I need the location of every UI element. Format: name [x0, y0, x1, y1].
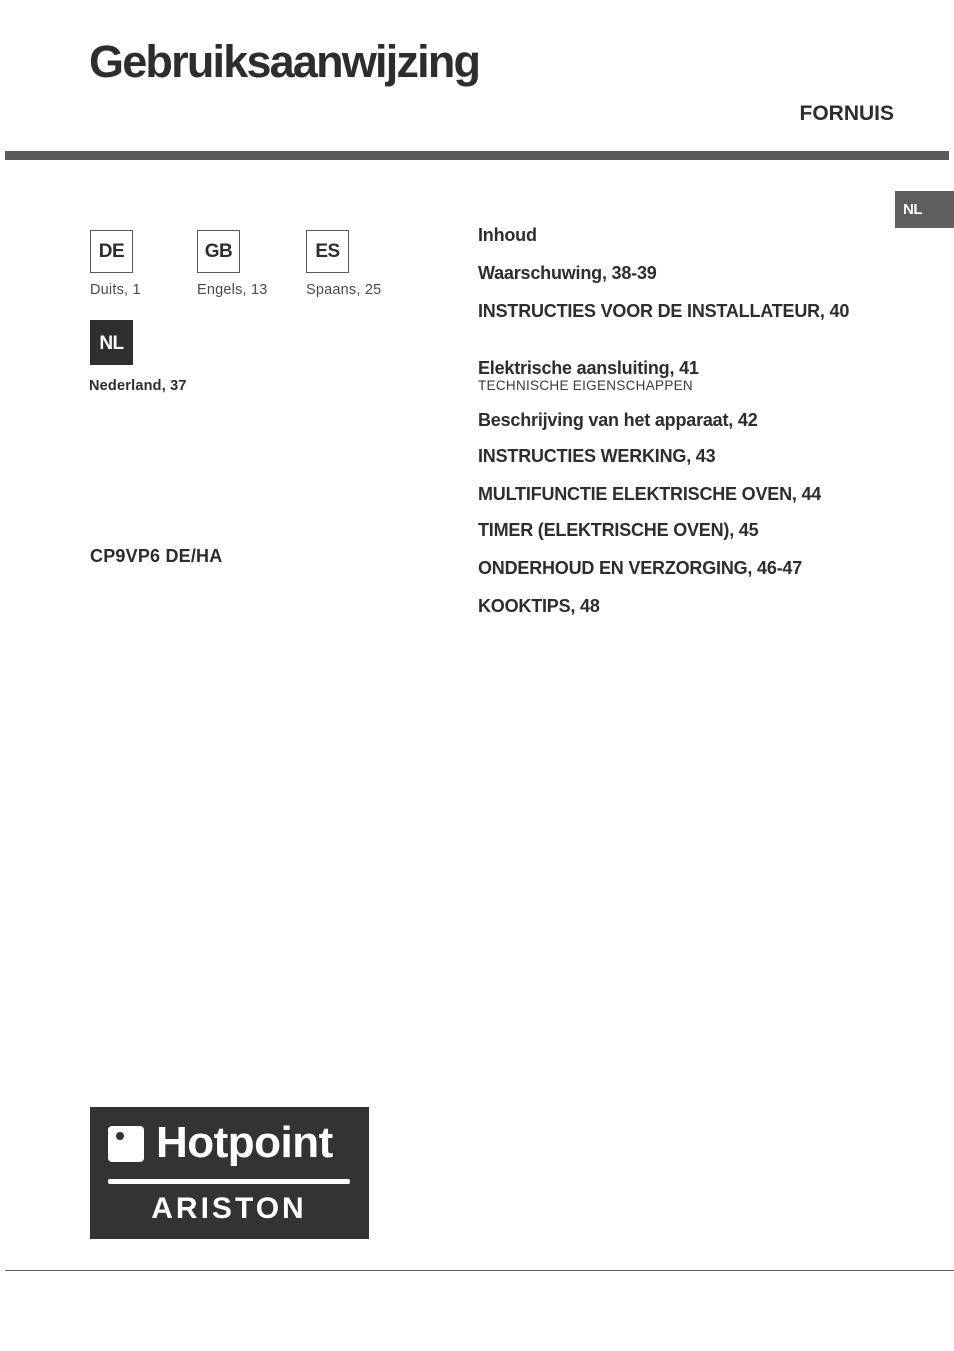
language-label-active: Nederland, 37 — [89, 378, 187, 394]
bottom-divider — [5, 1270, 954, 1271]
toc-item: INSTRUCTIES WERKING, 43 — [478, 446, 716, 466]
language-code-box: GB — [197, 230, 240, 273]
logo-dot-icon — [116, 1132, 124, 1140]
hotpoint-ariston-logo — [90, 1107, 369, 1239]
toc-item: KOOKTIPS, 48 — [478, 596, 600, 616]
toc-item: MULTIFUNCTIE ELEKTRISCHE OVEN, 44 — [478, 484, 822, 504]
logo-divider-bar — [108, 1179, 350, 1184]
toc-item: Waarschuwing, 38-39 — [478, 263, 657, 283]
language-item-gb — [197, 230, 268, 298]
toc-item-text: Elektrische aansluiting, 41 — [478, 358, 699, 378]
toc-item: INSTRUCTIES VOOR DE INSTALLATEUR, 40 — [478, 301, 850, 321]
language-label: Duits, 1 — [90, 282, 141, 298]
toc-item: Beschrijving van het apparaat, 42 — [478, 410, 758, 430]
language-item-de — [90, 230, 141, 298]
language-code-box-active: NL — [90, 320, 133, 365]
language-code-box: DE — [90, 230, 133, 273]
document-subtitle: FORNUIS — [799, 102, 894, 125]
logo-brand-hotpoint: Hotpoint — [156, 1118, 333, 1167]
language-item-es — [306, 230, 381, 298]
language-side-tab: NL — [895, 191, 954, 228]
toc-heading: Inhoud — [478, 225, 537, 245]
logo-brand-ariston: ARISTON — [151, 1192, 307, 1225]
logo-square-icon — [108, 1126, 144, 1162]
toc-item-with-sub — [478, 359, 878, 394]
top-divider — [5, 151, 949, 160]
language-code-box: ES — [306, 230, 349, 273]
language-label: Engels, 13 — [197, 282, 268, 298]
toc-subitem: TECHNISCHE EIGENSCHAPPEN — [478, 378, 693, 393]
toc-item: TIMER (ELEKTRISCHE OVEN), 45 — [478, 520, 759, 540]
model-number: CP9VP6 DE/HA — [90, 546, 223, 566]
language-item-nl — [90, 320, 187, 394]
page-title: Gebruiksaanwijzing — [89, 36, 480, 87]
toc-item: ONDERHOUD EN VERZORGING, 46-47 — [478, 558, 803, 578]
language-label: Spaans, 25 — [306, 282, 382, 298]
